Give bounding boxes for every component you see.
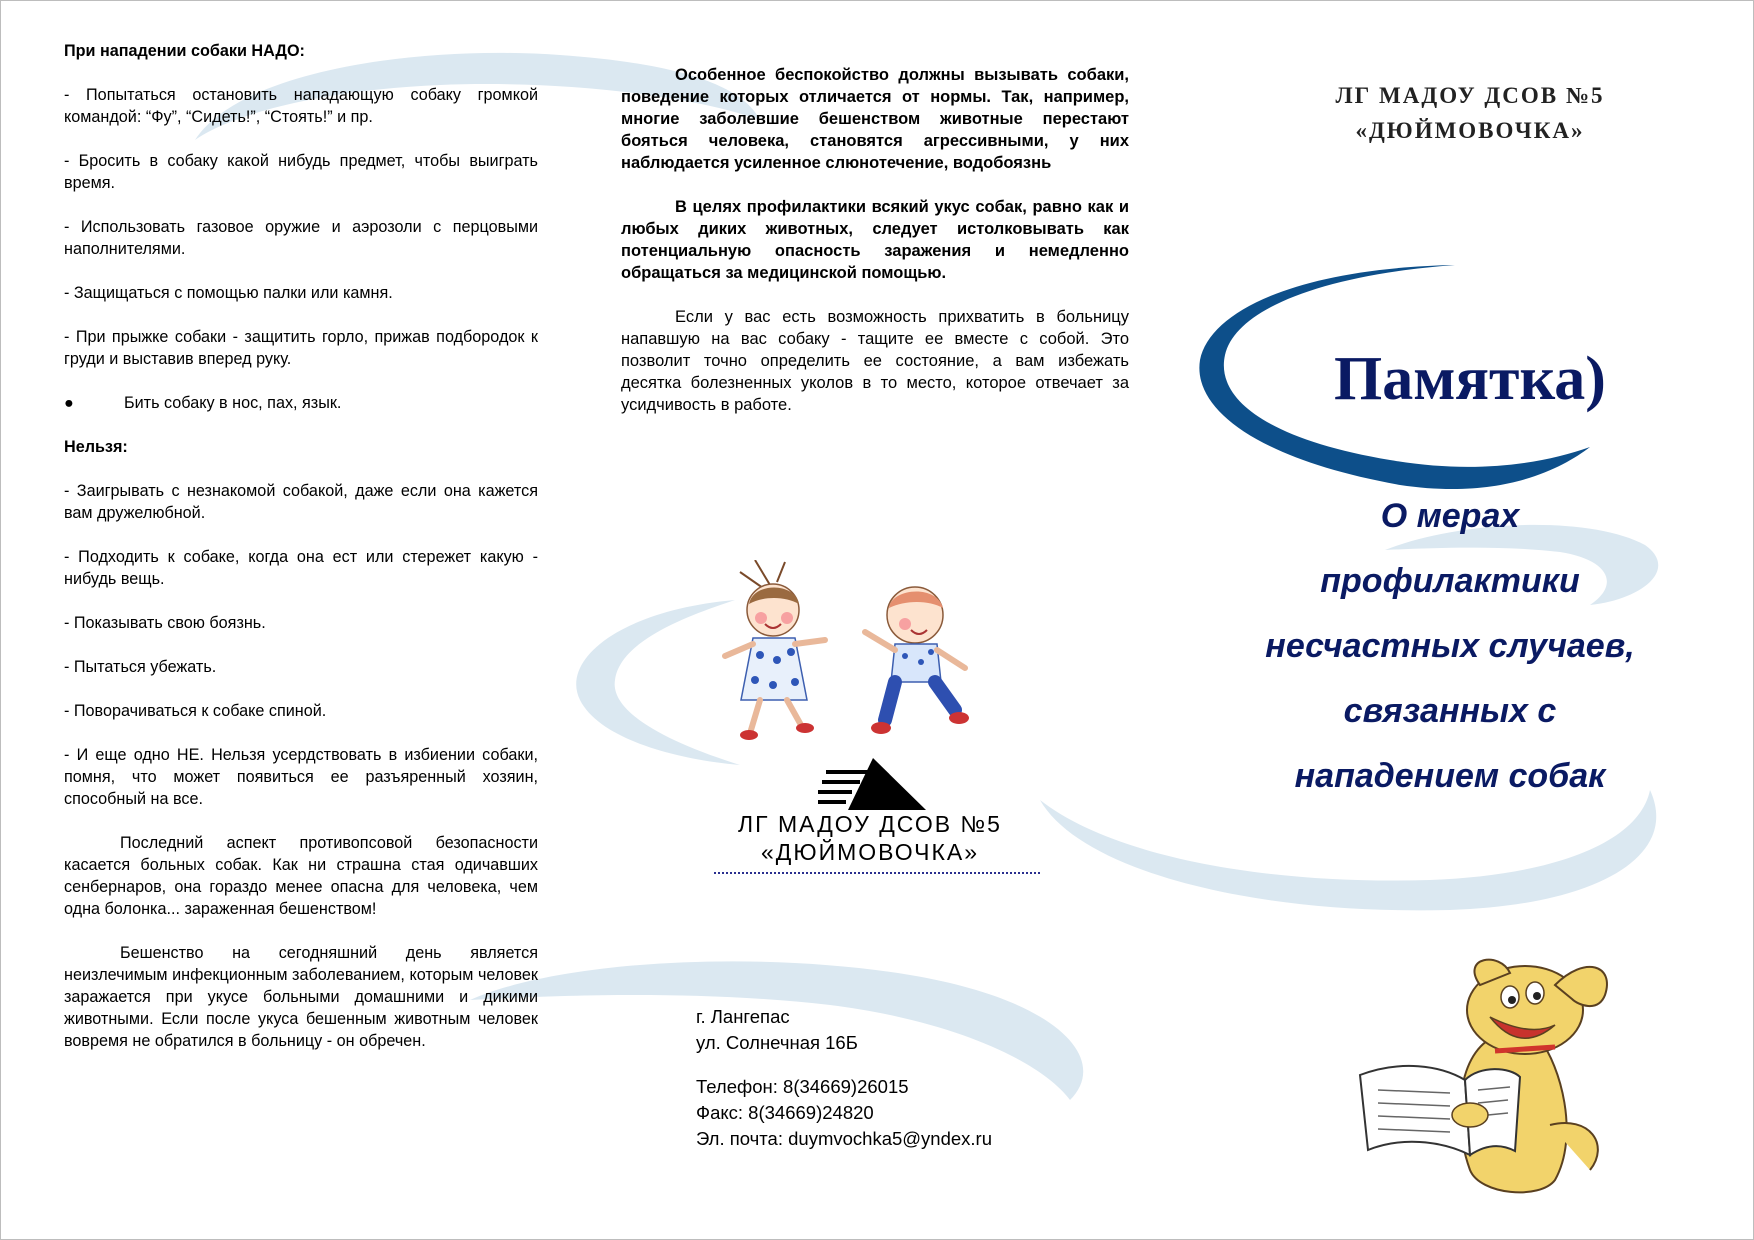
subtitle-line: связанных с <box>1343 692 1557 730</box>
subtitle-line: О мерах <box>1380 497 1520 535</box>
logo-underline <box>714 872 1040 874</box>
contacts-block <box>696 1004 1116 1170</box>
cover-org-line-2: «ДЮЙМОВОЧКА» <box>1355 118 1585 143</box>
dos-item: - Попытаться остановить нападающую собаку громкой командой: “Фу”, “Сидеть!”, “Стоять!” и пр. <box>64 86 538 126</box>
subtitle-line: нападением собак <box>1294 757 1606 795</box>
dos-item: - Использовать газовое оружие и аэрозоли с перцовыми наполнителями. <box>64 218 538 258</box>
bullet-dot-icon: ● <box>64 394 74 412</box>
dancing-kids-illustration <box>715 560 985 745</box>
donts-item: - Пытаться убежать. <box>64 658 217 676</box>
left-column <box>64 40 538 1074</box>
donts-item: - Заигрывать с незнакомой собакой, даже если она кажется вам дружелюбной. <box>64 482 538 522</box>
bullet-item-text: Бить собаку в нос, пах, язык. <box>124 394 342 412</box>
donts-item: - И еще одно НЕ. Нельзя усердствовать в избиении собаки, помня, что может появиться ее разъяренный хозяин, способный на все. <box>64 746 538 808</box>
address-street: ул. Солнечная 16Б <box>696 1032 858 1053</box>
logo-block <box>700 756 1040 876</box>
paragraph-behavior: Особенное беспокойство должны вызывать собаки, поведение которых отличается от нормы. Так, например, многие заболевшие бешенством животные перестают бояться человека, становятся агрессивными, у них наблюдается усиленное слюнотечение, водобоязнь <box>621 66 1129 172</box>
logo-line-1: ЛГ МАДОУ ДСОВ №5 <box>738 811 1002 837</box>
middle-column <box>621 64 1129 438</box>
cover-title: Памятка) <box>1334 345 1606 413</box>
boy-figure <box>865 587 969 734</box>
cover-subtitle <box>1220 484 1680 809</box>
subtitle-line: несчастных случаев, <box>1265 627 1635 665</box>
donts-item: - Показывать свою боязнь. <box>64 614 266 632</box>
phone: Телефон: 8(34669)26015 <box>696 1076 909 1097</box>
email: Эл. почта: duymvochka5@yndex.ru <box>696 1128 993 1149</box>
paragraph-hospital: Если у вас есть возможность прихватить в больницу напавшую на вас собаку - тащите ее вместе с собой. Это позволит точно определить ее состояние, а вам избежать десятка болезненных уколов в то место, которое отвечает за усидчивость в работе. <box>621 308 1129 414</box>
donts-heading: Нельзя: <box>64 438 128 456</box>
contact-details <box>696 1074 1116 1152</box>
cover-org-name <box>1280 78 1660 148</box>
cover-org-line-1: ЛГ МАДОУ ДСОВ №5 <box>1335 83 1605 108</box>
bullet-item <box>64 392 538 414</box>
donts-item: - Поворачиваться к собаке спиной. <box>64 702 327 720</box>
pyramid-logo-icon <box>818 756 928 812</box>
paragraph-prevention: В целях профилактики всякий укус собак, равно как и любых диких животных, следует истолковывать как потенциальную опасность заражения и немедленно обращаться за медицинской помощью. <box>621 198 1129 282</box>
dos-item: - Бросить в собаку какой нибудь предмет, чтобы выиграть время. <box>64 152 538 192</box>
donts-item: - Подходить к собаке, когда она ест или стережет какую - нибудь вещь. <box>64 548 538 588</box>
paragraph-rabies: Бешенство на сегодняшний день является неизлечимым инфекционным заболеванием, которым человек заражается при укусе больными домашними и дикими животными. Если после укуса бешенным животным человек вовремя не обратился в больницу - он обречен. <box>64 944 538 1050</box>
dos-item: - При прыжке собаки - защитить горло, прижав подбородок к груди и выставив вперед руку. <box>64 328 538 368</box>
fax: Факс: 8(34669)24820 <box>696 1102 874 1123</box>
dos-heading: При нападении собаки НАДО: <box>64 42 305 60</box>
paragraph-sick-dogs: Последний аспект противопсовой безопасности касается больных собак. Как ни страшна стая одичавших сенбернаров, она гораздо менее опасна для человека, чем одна болонка... зараженная бешенством! <box>64 834 538 918</box>
subtitle-line: профилактики <box>1320 562 1580 600</box>
dos-item: - Защищаться с помощью палки или камня. <box>64 284 393 302</box>
girl-figure <box>725 560 825 740</box>
logo-line-2: «ДЮЙМОВОЧКА» <box>760 839 979 865</box>
open-book-icon <box>1360 1066 1520 1155</box>
address <box>696 1004 1116 1056</box>
logo-org-name <box>700 810 1040 866</box>
address-city: г. Лангепас <box>696 1006 790 1027</box>
reading-dog-illustration <box>1350 955 1620 1200</box>
